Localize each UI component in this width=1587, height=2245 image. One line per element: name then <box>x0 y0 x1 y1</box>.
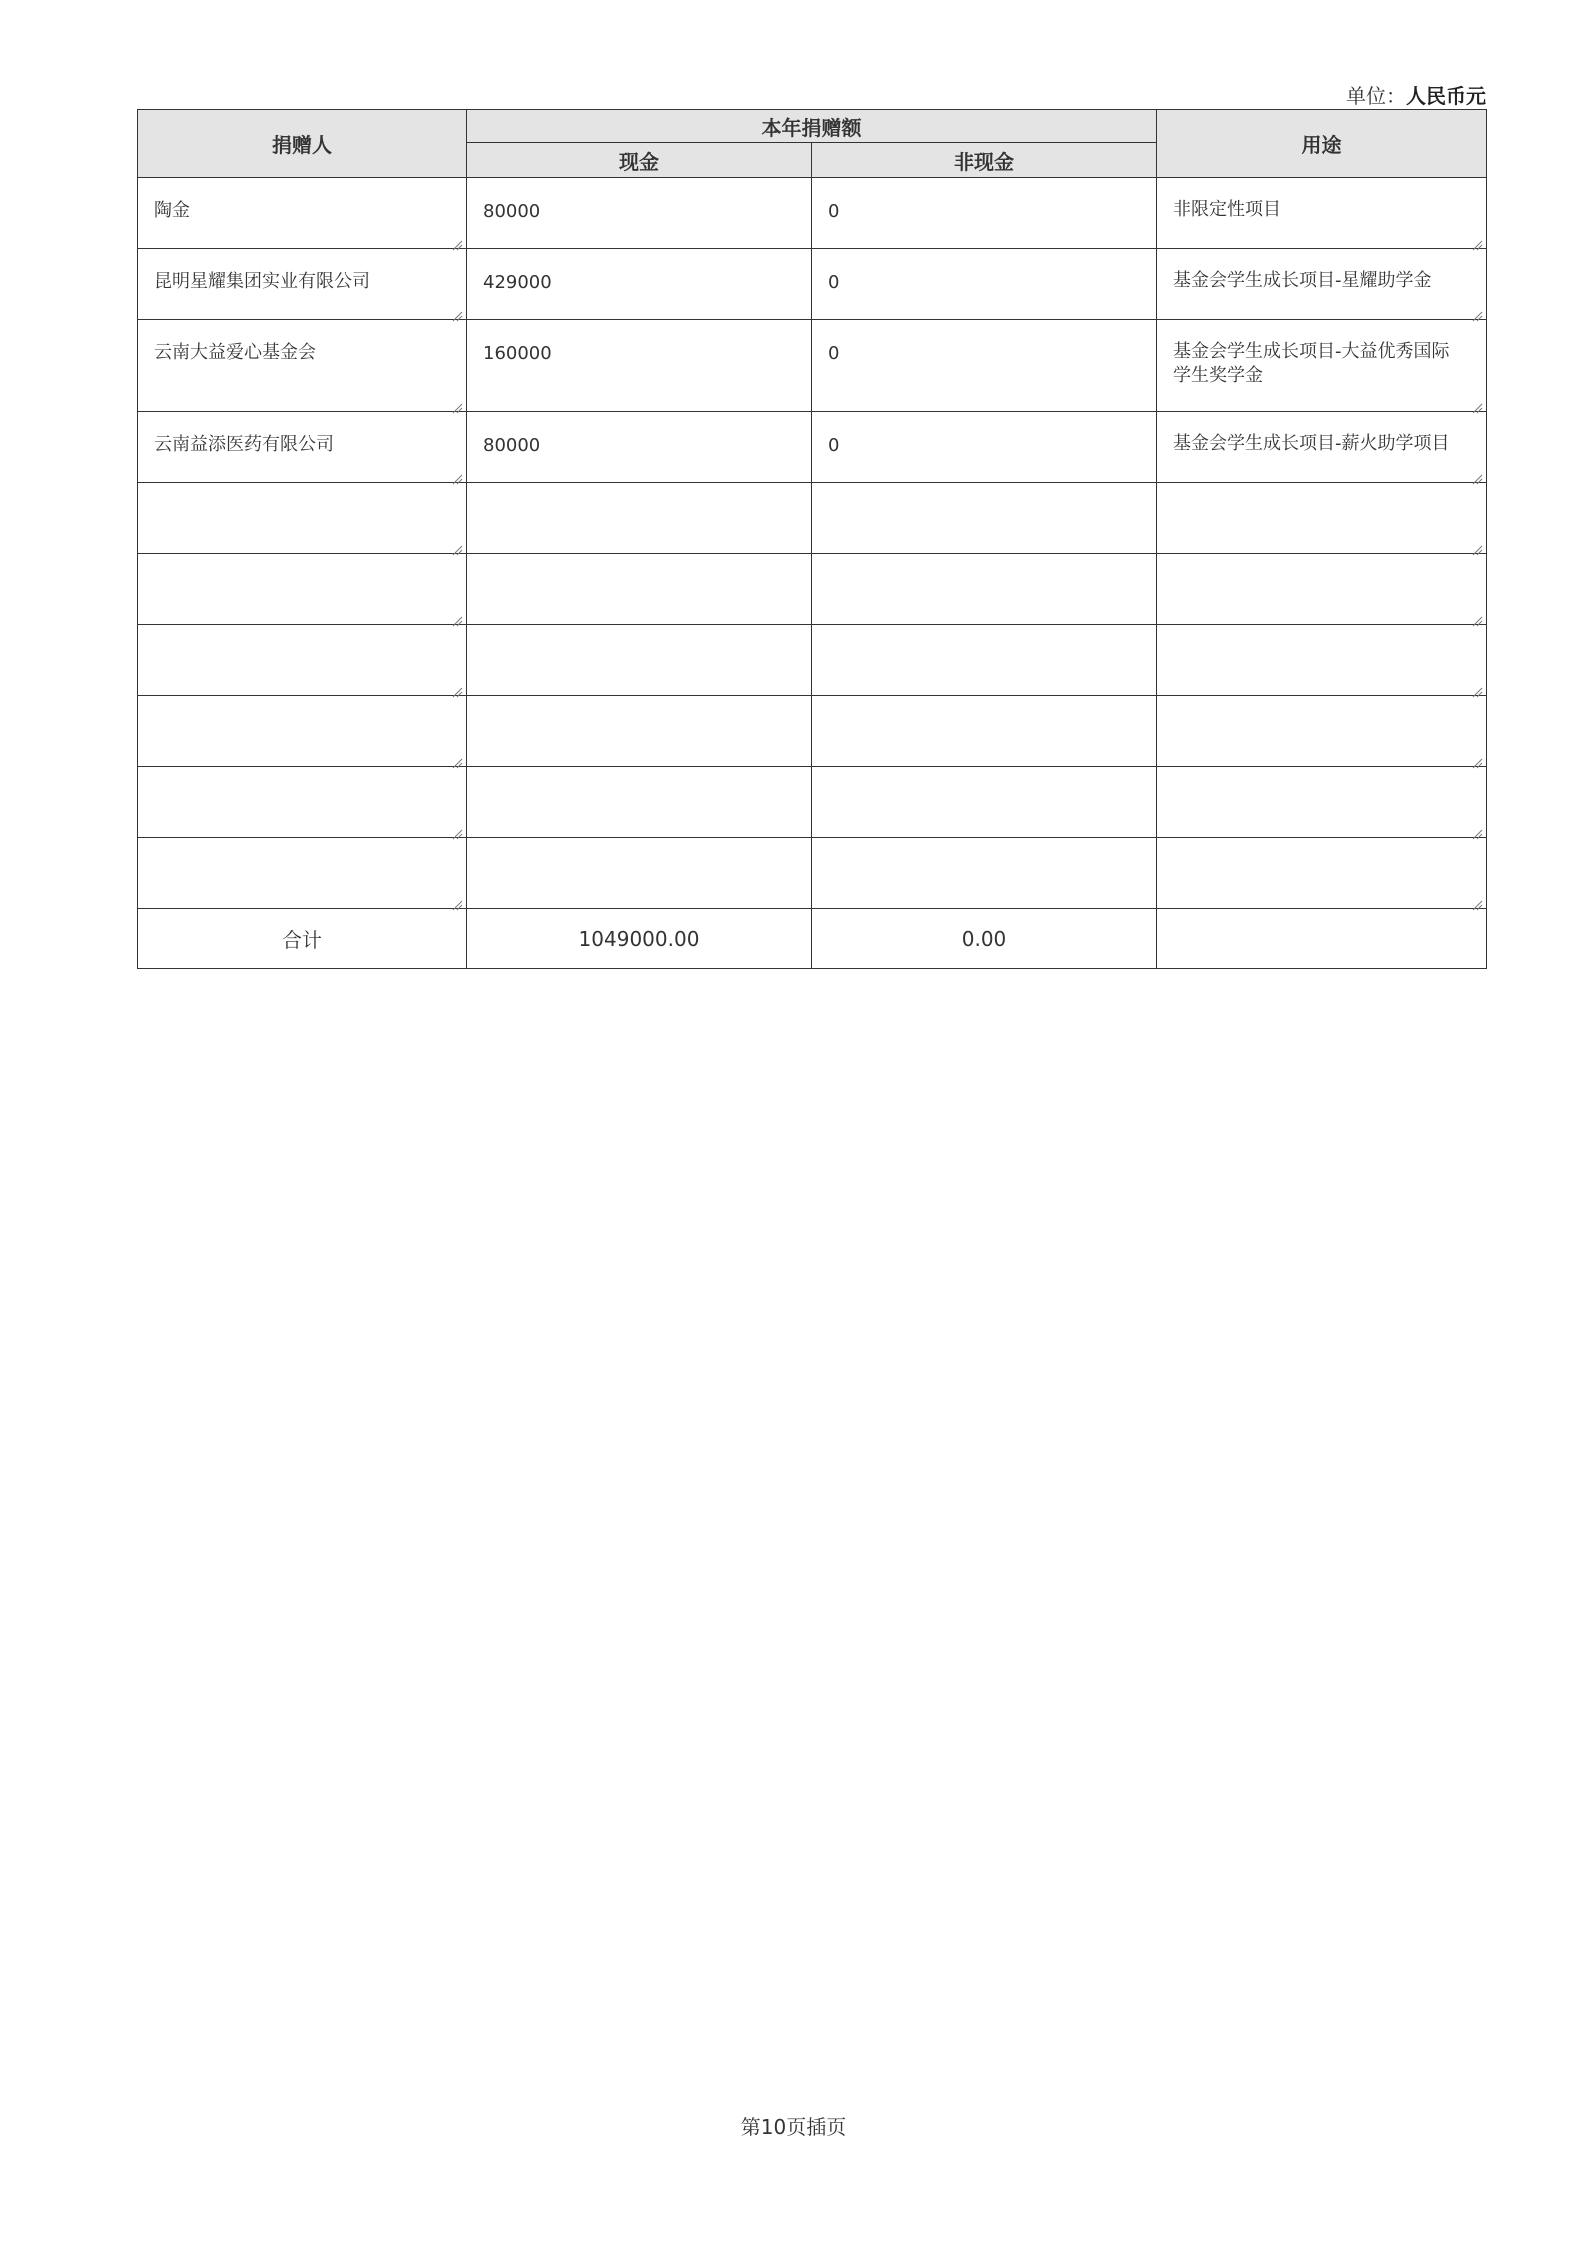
header-noncash: 非现金 <box>812 143 1157 178</box>
cell-cash-text <box>467 767 811 789</box>
cell-purpose-text <box>1157 696 1486 716</box>
resize-handle-icon[interactable] <box>452 823 463 834</box>
cell-purpose-textarea[interactable] <box>1157 625 1487 696</box>
cell-purpose-textarea[interactable] <box>1157 249 1487 320</box>
cell-donor-textarea[interactable] <box>138 696 467 767</box>
resize-handle-icon[interactable] <box>1472 539 1483 550</box>
cell-donor-textarea[interactable] <box>138 838 467 909</box>
resize-handle-icon[interactable] <box>452 681 463 692</box>
cell-cash <box>467 838 812 909</box>
cell-donor-text <box>138 625 466 646</box>
cell-purpose-textarea[interactable] <box>1157 320 1487 412</box>
total-noncash: 0.00 <box>812 909 1157 969</box>
table-row <box>138 320 1487 412</box>
resize-handle-icon[interactable] <box>452 539 463 550</box>
resize-handle-icon[interactable] <box>452 397 463 408</box>
cell-cash-text: 80000 <box>483 201 541 222</box>
cell-donor-text <box>138 554 466 575</box>
cell-noncash-text <box>812 483 1156 505</box>
table-row <box>138 767 1487 838</box>
cell-cash <box>467 625 812 696</box>
resize-handle-icon[interactable] <box>1472 305 1483 316</box>
cell-noncash <box>812 483 1157 554</box>
cell-noncash <box>812 178 1157 249</box>
total-label: 合计 <box>138 909 467 969</box>
total-cash: 1049000.00 <box>467 909 812 969</box>
table-row <box>138 483 1487 554</box>
cell-donor-textarea[interactable] <box>138 178 467 249</box>
cell-cash-text <box>467 483 811 505</box>
cell-noncash-text <box>812 625 1156 647</box>
resize-handle-icon[interactable] <box>1472 681 1483 692</box>
table-row <box>138 412 1487 483</box>
cell-purpose-text <box>1157 483 1486 503</box>
cell-donor-textarea[interactable] <box>138 767 467 838</box>
cell-donor-text: 昆明星耀集团实业有限公司 <box>154 271 370 292</box>
header-amount-group: 本年捐赠额 <box>467 110 1157 143</box>
table-row <box>138 249 1487 320</box>
cell-cash <box>467 178 812 249</box>
cell-noncash <box>812 554 1157 625</box>
cell-donor-textarea[interactable] <box>138 249 467 320</box>
unit-line <box>1346 80 1486 109</box>
cell-donor-text: 云南大益爱心基金会 <box>154 342 316 363</box>
resize-handle-icon[interactable] <box>1472 823 1483 834</box>
cell-cash <box>467 696 812 767</box>
cell-cash-text: 160000 <box>483 343 552 364</box>
cell-purpose-textarea[interactable] <box>1157 178 1487 249</box>
cell-donor-text <box>138 483 466 504</box>
cell-cash-text: 429000 <box>483 272 552 293</box>
cell-purpose-text: 基金会学生成长项目-薪火助学项目 <box>1173 433 1450 454</box>
cell-donor-text <box>138 838 466 859</box>
resize-handle-icon[interactable] <box>1472 894 1483 905</box>
cell-cash <box>467 412 812 483</box>
cell-noncash-text <box>812 696 1156 718</box>
cell-cash-text <box>467 554 811 576</box>
unit-value: 人民币元 <box>1406 84 1486 108</box>
cell-donor-textarea[interactable] <box>138 412 467 483</box>
page-footer: 第10页插页 <box>740 2115 847 2139</box>
header-purpose: 用途 <box>1157 110 1487 178</box>
cell-donor-text <box>138 696 466 717</box>
cell-purpose-text <box>1157 554 1486 574</box>
cell-noncash-text <box>812 767 1156 789</box>
table-row <box>138 625 1487 696</box>
cell-purpose-text <box>1157 767 1486 787</box>
resize-handle-icon[interactable] <box>452 894 463 905</box>
header-donor: 捐赠人 <box>138 110 467 178</box>
cell-donor-textarea[interactable] <box>138 625 467 696</box>
cell-cash <box>467 554 812 625</box>
cell-noncash <box>812 412 1157 483</box>
cell-cash <box>467 767 812 838</box>
table-row <box>138 696 1487 767</box>
cell-purpose-textarea[interactable] <box>1157 696 1487 767</box>
header-cash: 现金 <box>467 143 812 178</box>
cell-donor-text: 云南益添医药有限公司 <box>154 434 334 455</box>
table-row <box>138 838 1487 909</box>
resize-handle-icon[interactable] <box>452 305 463 316</box>
cell-cash <box>467 249 812 320</box>
cell-noncash <box>812 249 1157 320</box>
table-body <box>138 178 1487 909</box>
total-purpose <box>1157 909 1487 969</box>
cell-noncash-text: 0 <box>828 201 840 222</box>
cell-purpose-text: 基金会学生成长项目-大益优秀国际学生奖学金 <box>1173 341 1450 386</box>
table-row <box>138 178 1487 249</box>
donations-table <box>137 109 1487 969</box>
cell-donor-textarea[interactable] <box>138 554 467 625</box>
resize-handle-icon[interactable] <box>1472 397 1483 408</box>
cell-noncash <box>812 767 1157 838</box>
cell-donor-textarea[interactable] <box>138 483 467 554</box>
resize-handle-icon[interactable] <box>1472 610 1483 621</box>
cell-purpose-textarea[interactable] <box>1157 412 1487 483</box>
cell-noncash-text: 0 <box>828 272 840 293</box>
resize-handle-icon[interactable] <box>1472 234 1483 245</box>
cell-purpose-text: 基金会学生成长项目-星耀助学金 <box>1173 270 1432 291</box>
cell-purpose-text <box>1157 838 1486 858</box>
total-row <box>138 909 1487 969</box>
cell-donor-textarea[interactable] <box>138 320 467 412</box>
resize-handle-icon[interactable] <box>1472 752 1483 763</box>
cell-donor-text <box>138 767 466 788</box>
resize-handle-icon[interactable] <box>452 234 463 245</box>
cell-cash <box>467 483 812 554</box>
cell-noncash-text <box>812 838 1156 860</box>
cell-purpose-textarea[interactable] <box>1157 838 1487 909</box>
cell-noncash <box>812 320 1157 412</box>
cell-cash-text: 80000 <box>483 435 541 456</box>
resize-handle-icon[interactable] <box>452 752 463 763</box>
cell-purpose-text: 非限定性项目 <box>1173 199 1281 220</box>
cell-cash-text <box>467 838 811 860</box>
cell-noncash <box>812 625 1157 696</box>
cell-noncash-text <box>812 554 1156 576</box>
cell-cash <box>467 320 812 412</box>
cell-purpose-textarea[interactable] <box>1157 483 1487 554</box>
resize-handle-icon[interactable] <box>452 610 463 621</box>
cell-noncash <box>812 696 1157 767</box>
cell-purpose-text <box>1157 625 1486 645</box>
cell-noncash-text: 0 <box>828 435 840 456</box>
cell-noncash <box>812 838 1157 909</box>
cell-donor-text: 陶金 <box>154 200 190 221</box>
resize-handle-icon[interactable] <box>1472 468 1483 479</box>
cell-cash-text <box>467 696 811 718</box>
cell-purpose-textarea[interactable] <box>1157 554 1487 625</box>
resize-handle-icon[interactable] <box>452 468 463 479</box>
cell-cash-text <box>467 625 811 647</box>
cell-purpose-textarea[interactable] <box>1157 767 1487 838</box>
table-row <box>138 554 1487 625</box>
cell-noncash-text: 0 <box>828 343 840 364</box>
unit-label: 单位： <box>1346 84 1406 108</box>
